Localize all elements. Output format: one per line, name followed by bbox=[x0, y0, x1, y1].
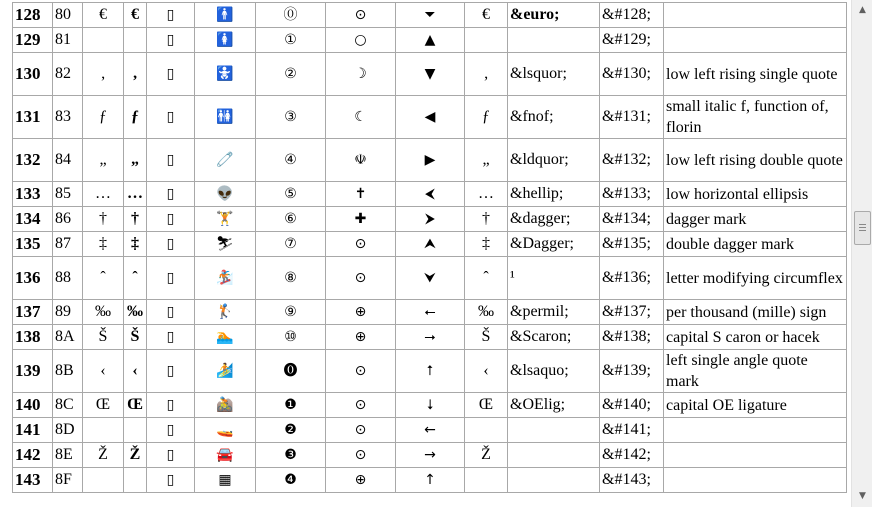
table-row bbox=[13, 468, 847, 493]
char-cell: ƒ bbox=[83, 96, 124, 139]
char-cell: Ž bbox=[83, 443, 124, 468]
vertical-scrollbar[interactable] bbox=[851, 0, 872, 507]
character-table-body bbox=[13, 3, 847, 493]
char-alt-cell: † bbox=[465, 207, 508, 232]
numeric-reference-cell: &#130; bbox=[600, 53, 664, 96]
decimal-code: 142 bbox=[13, 443, 53, 468]
char-alt-cell: „ bbox=[465, 139, 508, 182]
wingdings2-symbol-cell: ✝ bbox=[326, 182, 396, 207]
char-cell bbox=[83, 28, 124, 53]
description-cell: small italic f, function of, florin bbox=[664, 96, 847, 139]
table-row bbox=[13, 393, 847, 418]
decimal-code: 143 bbox=[13, 468, 53, 493]
char-cell: ‹ bbox=[83, 350, 124, 393]
description-cell: capital S caron or hacek bbox=[664, 325, 847, 350]
numeric-reference-cell: &#138; bbox=[600, 325, 664, 350]
missing-glyph-cell: ▯ bbox=[147, 325, 195, 350]
numeric-reference-cell: &#131; bbox=[600, 96, 664, 139]
wingdings2-symbol-cell: ⊙ bbox=[326, 3, 396, 28]
char-cell: ˆ bbox=[83, 257, 124, 300]
hex-code: 83 bbox=[53, 96, 83, 139]
wingdings2-symbol-cell: ⊕ bbox=[326, 468, 396, 493]
table-row bbox=[13, 257, 847, 300]
wingdings2-cell: ③ bbox=[256, 96, 326, 139]
hex-code: 86 bbox=[53, 207, 83, 232]
table-row bbox=[13, 443, 847, 468]
decimal-code: 133 bbox=[13, 182, 53, 207]
wingdings2-symbol-cell: ⊙ bbox=[326, 418, 396, 443]
entity-name-cell: &Scaron; bbox=[508, 325, 600, 350]
wingdings3-arrow-cell: ⏷ bbox=[396, 3, 465, 28]
char-bold-cell: Ž bbox=[124, 443, 147, 468]
table-row bbox=[13, 182, 847, 207]
char-bold-cell: Œ bbox=[124, 393, 147, 418]
entity-name-cell: ¹ bbox=[508, 257, 600, 300]
numeric-reference-cell: &#136; bbox=[600, 257, 664, 300]
wingdings3-arrow-cell: ⮜ bbox=[396, 182, 465, 207]
description-cell: low left rising single quote bbox=[664, 53, 847, 96]
wingdings3-arrow-cell: → bbox=[396, 443, 465, 468]
decimal-code: 137 bbox=[13, 300, 53, 325]
entity-name-cell bbox=[508, 28, 600, 53]
table-row bbox=[13, 232, 847, 257]
wingdings2-cell: ❶ bbox=[256, 393, 326, 418]
table-row bbox=[13, 325, 847, 350]
char-alt-cell bbox=[465, 418, 508, 443]
entity-name-cell: &hellip; bbox=[508, 182, 600, 207]
missing-glyph-cell: ▯ bbox=[147, 443, 195, 468]
wingdings2-cell: ⓪ bbox=[256, 3, 326, 28]
wingdings-cell: 🏊 bbox=[195, 325, 256, 350]
table-row bbox=[13, 418, 847, 443]
decimal-code: 131 bbox=[13, 96, 53, 139]
description-cell: letter modifying circumflex bbox=[664, 257, 847, 300]
description-cell: left single angle quote mark bbox=[664, 350, 847, 393]
wingdings3-arrow-cell: ← bbox=[396, 418, 465, 443]
wingdings-cell: 🚼 bbox=[195, 53, 256, 96]
wingdings3-arrow-cell: ⮞ bbox=[396, 207, 465, 232]
entity-name-cell: &ldquor; bbox=[508, 139, 600, 182]
missing-glyph-cell: ▯ bbox=[147, 96, 195, 139]
hex-code: 82 bbox=[53, 53, 83, 96]
decimal-code: 130 bbox=[13, 53, 53, 96]
wingdings-cell: 🚺 bbox=[195, 28, 256, 53]
wingdings2-cell: ⑩ bbox=[256, 325, 326, 350]
hex-code: 88 bbox=[53, 257, 83, 300]
wingdings2-symbol-cell: ⊙ bbox=[326, 232, 396, 257]
description-cell: double dagger mark bbox=[664, 232, 847, 257]
entity-name-cell bbox=[508, 418, 600, 443]
hex-code: 84 bbox=[53, 139, 83, 182]
table-row bbox=[13, 3, 847, 28]
char-cell: … bbox=[83, 182, 124, 207]
wingdings2-cell: ⑦ bbox=[256, 232, 326, 257]
description-cell: low horizontal ellipsis bbox=[664, 182, 847, 207]
char-alt-cell: Š bbox=[465, 325, 508, 350]
char-alt-cell: ‚ bbox=[465, 53, 508, 96]
thumb-grip bbox=[859, 230, 866, 231]
character-table bbox=[12, 2, 847, 493]
hex-code: 85 bbox=[53, 182, 83, 207]
wingdings-cell: 👽 bbox=[195, 182, 256, 207]
missing-glyph-cell: ▯ bbox=[147, 28, 195, 53]
wingdings2-symbol-cell: ☽ bbox=[326, 53, 396, 96]
decimal-code: 141 bbox=[13, 418, 53, 443]
char-bold-cell bbox=[124, 468, 147, 493]
entity-name-cell: &euro; bbox=[508, 3, 600, 28]
missing-glyph-cell: ▯ bbox=[147, 418, 195, 443]
char-alt-cell bbox=[465, 468, 508, 493]
char-alt-cell: ‰ bbox=[465, 300, 508, 325]
description-cell: low left rising double quote bbox=[664, 139, 847, 182]
missing-glyph-cell: ▯ bbox=[147, 182, 195, 207]
numeric-reference-cell: &#137; bbox=[600, 300, 664, 325]
description-cell bbox=[664, 3, 847, 28]
numeric-reference-cell: &#140; bbox=[600, 393, 664, 418]
table-row bbox=[13, 139, 847, 182]
wingdings3-arrow-cell: ⮟ bbox=[396, 257, 465, 300]
description-cell bbox=[664, 443, 847, 468]
char-cell: Š bbox=[83, 325, 124, 350]
char-alt-cell: ƒ bbox=[465, 96, 508, 139]
char-cell: ‰ bbox=[83, 300, 124, 325]
wingdings3-arrow-cell: ▼ bbox=[396, 53, 465, 96]
char-cell: Œ bbox=[83, 393, 124, 418]
scrollbar-thumb[interactable] bbox=[854, 211, 871, 245]
char-alt-cell bbox=[465, 28, 508, 53]
wingdings3-arrow-cell: ◀ bbox=[396, 96, 465, 139]
wingdings2-symbol-cell: ☫ bbox=[326, 139, 396, 182]
entity-name-cell: &lsaquo; bbox=[508, 350, 600, 393]
char-alt-cell: ‹ bbox=[465, 350, 508, 393]
wingdings-cell: 🚵 bbox=[195, 393, 256, 418]
wingdings-cell: 🏄 bbox=[195, 350, 256, 393]
missing-glyph-cell: ▯ bbox=[147, 53, 195, 96]
numeric-reference-cell: &#139; bbox=[600, 350, 664, 393]
char-alt-cell: € bbox=[465, 3, 508, 28]
char-cell: ‚ bbox=[83, 53, 124, 96]
wingdings-cell: 🏋 bbox=[195, 207, 256, 232]
char-bold-cell: ‚ bbox=[124, 53, 147, 96]
entity-name-cell: &fnof; bbox=[508, 96, 600, 139]
numeric-reference-cell: &#143; bbox=[600, 468, 664, 493]
hex-code: 89 bbox=[53, 300, 83, 325]
hex-code: 8E bbox=[53, 443, 83, 468]
wingdings3-arrow-cell: ⮝ bbox=[396, 232, 465, 257]
thumb-grip bbox=[859, 227, 866, 228]
char-bold-cell: ƒ bbox=[124, 96, 147, 139]
wingdings2-symbol-cell: ✚ bbox=[326, 207, 396, 232]
missing-glyph-cell: ▯ bbox=[147, 350, 195, 393]
decimal-code: 128 bbox=[13, 3, 53, 28]
decimal-code: 135 bbox=[13, 232, 53, 257]
wingdings2-cell: ⑤ bbox=[256, 182, 326, 207]
numeric-reference-cell: &#141; bbox=[600, 418, 664, 443]
decimal-code: 138 bbox=[13, 325, 53, 350]
char-cell: ‡ bbox=[83, 232, 124, 257]
wingdings-cell: 🚘 bbox=[195, 443, 256, 468]
wingdings3-arrow-cell: ⭣ bbox=[396, 393, 465, 418]
wingdings2-cell: ④ bbox=[256, 139, 326, 182]
hex-code: 87 bbox=[53, 232, 83, 257]
hex-code: 81 bbox=[53, 28, 83, 53]
numeric-reference-cell: &#142; bbox=[600, 443, 664, 468]
wingdings2-cell: ① bbox=[256, 28, 326, 53]
char-bold-cell: ‹ bbox=[124, 350, 147, 393]
char-bold-cell: † bbox=[124, 207, 147, 232]
wingdings2-cell: ⑧ bbox=[256, 257, 326, 300]
description-cell: dagger mark bbox=[664, 207, 847, 232]
hex-code: 8B bbox=[53, 350, 83, 393]
wingdings3-arrow-cell: ▶ bbox=[396, 139, 465, 182]
wingdings-cell: 🏂 bbox=[195, 257, 256, 300]
decimal-code: 134 bbox=[13, 207, 53, 232]
char-bold-cell: … bbox=[124, 182, 147, 207]
wingdings2-symbol-cell: ⊕ bbox=[326, 300, 396, 325]
entity-name-cell bbox=[508, 443, 600, 468]
wingdings3-arrow-cell: ⭢ bbox=[396, 325, 465, 350]
hex-code: 8F bbox=[53, 468, 83, 493]
description-cell bbox=[664, 468, 847, 493]
numeric-reference-cell: &#128; bbox=[600, 3, 664, 28]
wingdings-cell: ▦ bbox=[195, 468, 256, 493]
decimal-code: 139 bbox=[13, 350, 53, 393]
table-row bbox=[13, 96, 847, 139]
table-row bbox=[13, 350, 847, 393]
wingdings-cell: 🚤 bbox=[195, 418, 256, 443]
wingdings2-cell: ❹ bbox=[256, 468, 326, 493]
char-alt-cell: ˆ bbox=[465, 257, 508, 300]
char-bold-cell: ‰ bbox=[124, 300, 147, 325]
char-bold-cell: Š bbox=[124, 325, 147, 350]
numeric-reference-cell: &#133; bbox=[600, 182, 664, 207]
numeric-reference-cell: &#135; bbox=[600, 232, 664, 257]
wingdings2-cell: ② bbox=[256, 53, 326, 96]
wingdings2-symbol-cell: ⊙ bbox=[326, 350, 396, 393]
char-alt-cell: Œ bbox=[465, 393, 508, 418]
wingdings2-symbol-cell: ⊕ bbox=[326, 325, 396, 350]
wingdings3-arrow-cell: ↑ bbox=[396, 468, 465, 493]
char-cell bbox=[83, 468, 124, 493]
table-row bbox=[13, 300, 847, 325]
scroll-up-icon[interactable]: ▲ bbox=[859, 5, 866, 15]
wingdings2-cell: ⑨ bbox=[256, 300, 326, 325]
char-alt-cell: ‡ bbox=[465, 232, 508, 257]
missing-glyph-cell: ▯ bbox=[147, 232, 195, 257]
scroll-down-icon[interactable]: ▼ bbox=[859, 491, 866, 501]
hex-code: 80 bbox=[53, 3, 83, 28]
decimal-code: 140 bbox=[13, 393, 53, 418]
hex-code: 8A bbox=[53, 325, 83, 350]
entity-name-cell: &dagger; bbox=[508, 207, 600, 232]
wingdings2-symbol-cell: ⊙ bbox=[326, 393, 396, 418]
missing-glyph-cell: ▯ bbox=[147, 207, 195, 232]
char-cell bbox=[83, 418, 124, 443]
table-row bbox=[13, 28, 847, 53]
wingdings2-symbol-cell: ⊙ bbox=[326, 257, 396, 300]
entity-name-cell: &lsquor; bbox=[508, 53, 600, 96]
char-bold-cell: ˆ bbox=[124, 257, 147, 300]
hex-code: 8C bbox=[53, 393, 83, 418]
wingdings-cell: 🚻 bbox=[195, 96, 256, 139]
char-cell: „ bbox=[83, 139, 124, 182]
description-cell: per thousand (mille) sign bbox=[664, 300, 847, 325]
wingdings-cell: 🚹 bbox=[195, 3, 256, 28]
char-alt-cell: … bbox=[465, 182, 508, 207]
numeric-reference-cell: &#129; bbox=[600, 28, 664, 53]
char-bold-cell bbox=[124, 28, 147, 53]
missing-glyph-cell: ▯ bbox=[147, 393, 195, 418]
table-row bbox=[13, 207, 847, 232]
missing-glyph-cell: ▯ bbox=[147, 300, 195, 325]
wingdings3-arrow-cell: ▲ bbox=[396, 28, 465, 53]
wingdings2-symbol-cell: ⊙ bbox=[326, 443, 396, 468]
numeric-reference-cell: &#132; bbox=[600, 139, 664, 182]
description-cell: capital OE ligature bbox=[664, 393, 847, 418]
char-bold-cell: „ bbox=[124, 139, 147, 182]
table-row bbox=[13, 53, 847, 96]
missing-glyph-cell: ▯ bbox=[147, 3, 195, 28]
entity-name-cell: &OElig; bbox=[508, 393, 600, 418]
wingdings2-cell: ❸ bbox=[256, 443, 326, 468]
wingdings2-cell: ❷ bbox=[256, 418, 326, 443]
thumb-grip bbox=[859, 224, 866, 225]
wingdings3-arrow-cell: ⭠ bbox=[396, 300, 465, 325]
hex-code: 8D bbox=[53, 418, 83, 443]
wingdings-cell: 🏌 bbox=[195, 300, 256, 325]
entity-name-cell: &permil; bbox=[508, 300, 600, 325]
entity-name-cell: &Dagger; bbox=[508, 232, 600, 257]
wingdings2-symbol-cell: ○ bbox=[326, 28, 396, 53]
numeric-reference-cell: &#134; bbox=[600, 207, 664, 232]
char-bold-cell: € bbox=[124, 3, 147, 28]
decimal-code: 129 bbox=[13, 28, 53, 53]
char-bold-cell: ‡ bbox=[124, 232, 147, 257]
missing-glyph-cell: ▯ bbox=[147, 468, 195, 493]
char-alt-cell: Ž bbox=[465, 443, 508, 468]
wingdings2-cell: ⑥ bbox=[256, 207, 326, 232]
missing-glyph-cell: ▯ bbox=[147, 139, 195, 182]
char-bold-cell bbox=[124, 418, 147, 443]
wingdings2-symbol-cell: ☾ bbox=[326, 96, 396, 139]
char-cell: † bbox=[83, 207, 124, 232]
decimal-code: 136 bbox=[13, 257, 53, 300]
wingdings3-arrow-cell: ⭡ bbox=[396, 350, 465, 393]
description-cell bbox=[664, 28, 847, 53]
decimal-code: 132 bbox=[13, 139, 53, 182]
wingdings2-cell: ⓿ bbox=[256, 350, 326, 393]
wingdings-cell: 🧷 bbox=[195, 139, 256, 182]
description-cell bbox=[664, 418, 847, 443]
entity-name-cell bbox=[508, 468, 600, 493]
missing-glyph-cell: ▯ bbox=[147, 257, 195, 300]
wingdings-cell: ⛷ bbox=[195, 232, 256, 257]
char-cell: € bbox=[83, 3, 124, 28]
